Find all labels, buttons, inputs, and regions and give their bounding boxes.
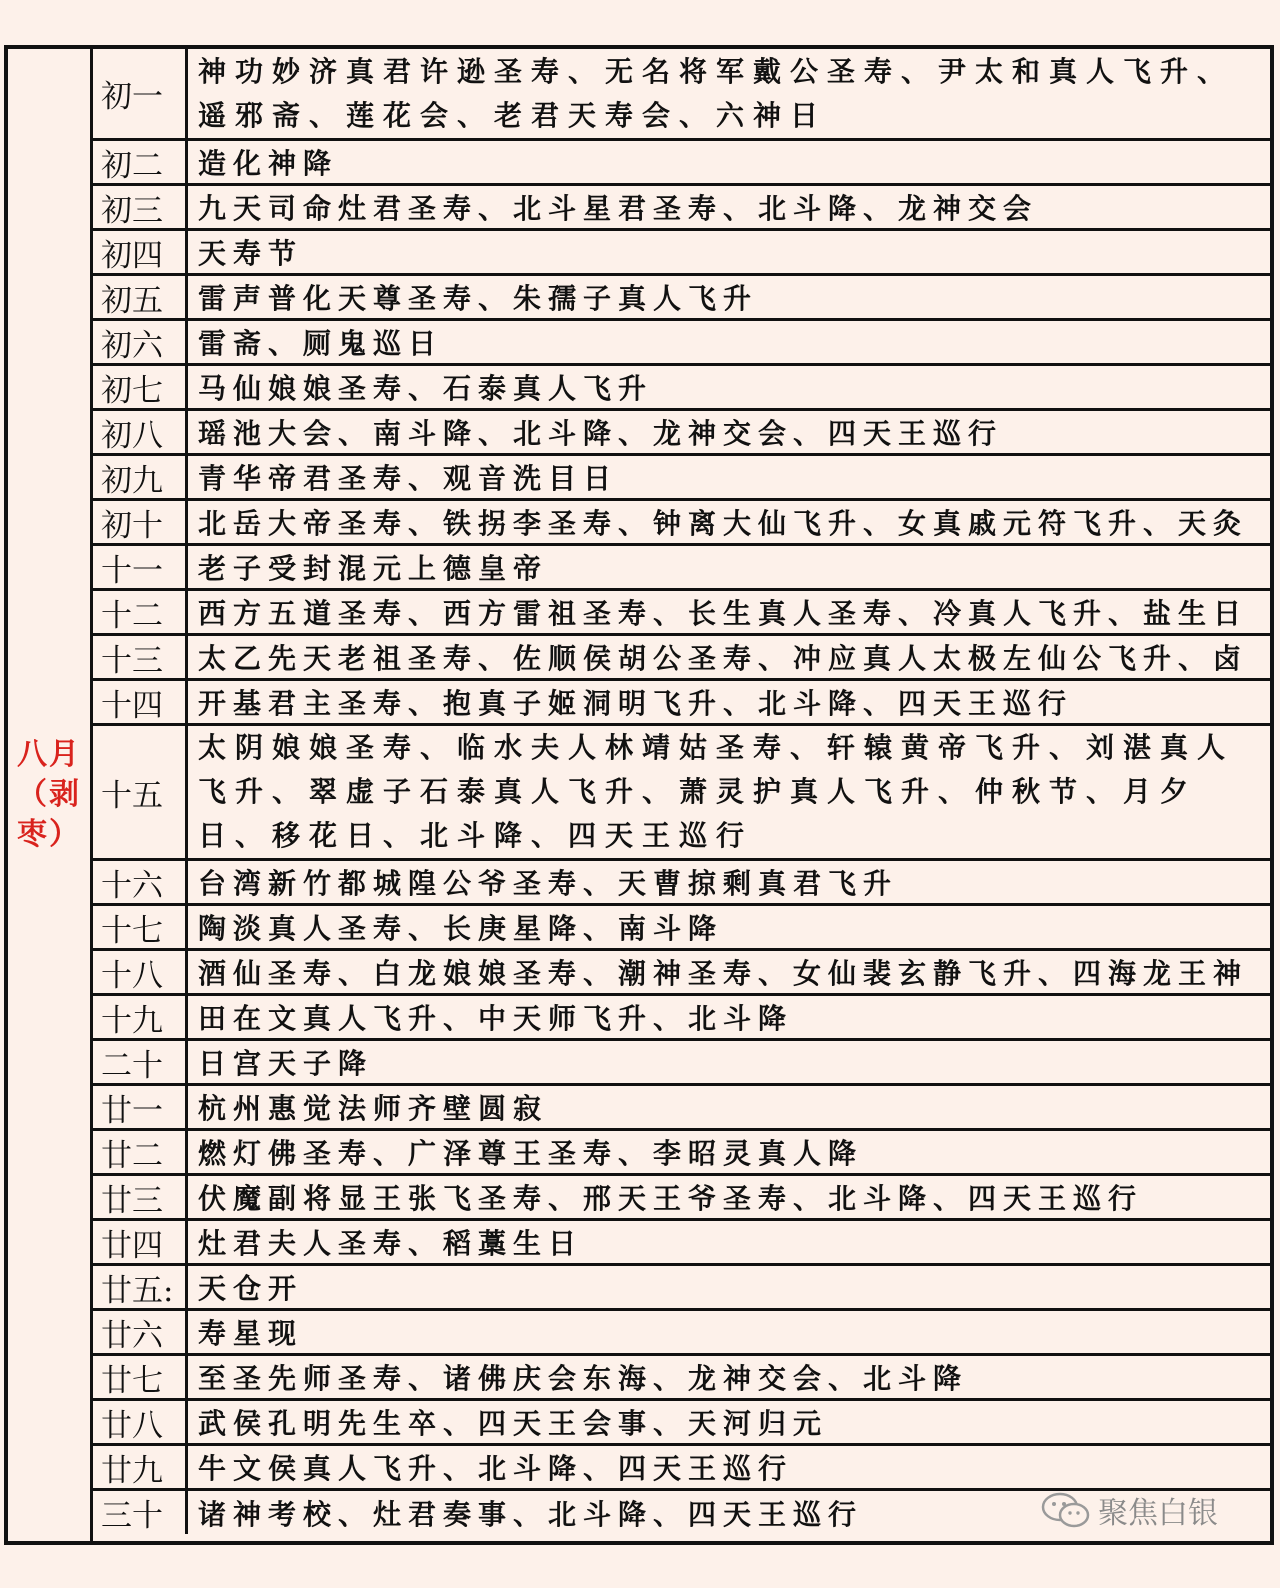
events-cell: 田在文真人飞升、中天师飞升、北斗降 <box>198 1002 794 1035</box>
table-row <box>93 726 1270 861</box>
day-label: 廿八 <box>93 1401 188 1443</box>
events-cell: 西方五道圣寿、西方雷祖圣寿、长生真人圣寿、冷真人飞升、盐生日 <box>198 597 1249 630</box>
day-label: 十九 <box>93 996 188 1038</box>
events-cell: 伏魔副将显王张飞圣寿、邢天王爷圣寿、北斗降、四天王巡行 <box>198 1182 1144 1215</box>
day-label: 廿四 <box>93 1221 188 1263</box>
table-row <box>93 1086 1270 1131</box>
table-row <box>93 1356 1270 1401</box>
day-label: 二十 <box>93 1041 188 1083</box>
table-row <box>93 1041 1270 1086</box>
watermark-text: 聚焦白银 <box>1098 1496 1218 1531</box>
events-cell: 九天司命灶君圣寿、北斗星君圣寿、北斗降、龙神交会 <box>198 192 1039 225</box>
events-cell: 瑶池大会、南斗降、北斗降、龙神交会、四天王巡行 <box>198 417 1004 450</box>
watermark <box>1040 1488 1218 1532</box>
day-label: 十七 <box>93 906 188 948</box>
table-row <box>93 1311 1270 1356</box>
day-label: 十一 <box>93 546 188 588</box>
events-cell: 日宫天子降 <box>198 1047 374 1080</box>
day-label: 初七 <box>93 366 188 408</box>
table-row <box>93 546 1270 591</box>
day-label: 廿五: <box>93 1266 188 1308</box>
table-row <box>93 366 1270 411</box>
events-cell: 太乙先天老祖圣寿、佐顺侯胡公圣寿、冲应真人太极左仙公飞升、卤 <box>198 642 1249 675</box>
events-cell: 开基君主圣寿、抱真子姬洞明飞升、北斗降、四天王巡行 <box>198 687 1074 720</box>
day-label: 初九 <box>93 456 188 498</box>
table-row <box>93 231 1270 276</box>
month-label: 八月（剥枣） <box>17 737 81 852</box>
events-cell: 青华帝君圣寿、观音洗目日 <box>198 462 619 495</box>
table-row <box>93 591 1270 636</box>
table-row <box>93 1221 1270 1266</box>
day-label: 廿九 <box>93 1446 188 1488</box>
table-row <box>93 1176 1270 1221</box>
events-cell: 神功妙济真君许逊圣寿、无名将军戴公圣寿、尹太和真人飞升、遥邪斋、莲花会、老君天寿会、六神日 <box>198 54 1235 132</box>
day-label: 十五 <box>93 726 188 858</box>
day-label: 初八 <box>93 411 188 453</box>
table-row <box>93 1446 1270 1491</box>
day-rows <box>93 49 1270 1541</box>
day-label: 初三 <box>93 186 188 228</box>
events-cell: 雷声普化天尊圣寿、朱孺子真人飞升 <box>198 282 759 315</box>
events-cell: 陶淡真人圣寿、长庚星降、南斗降 <box>198 912 724 945</box>
almanac-table <box>4 45 1274 1545</box>
table-row <box>93 1131 1270 1176</box>
events-cell: 马仙娘娘圣寿、石泰真人飞升 <box>198 372 654 405</box>
events-cell: 牛文侯真人飞升、北斗降、四天王巡行 <box>198 1452 794 1485</box>
events-cell: 诸神考校、灶君奏事、北斗降、四天王巡行 <box>198 1497 864 1531</box>
table-row <box>93 321 1270 366</box>
day-label: 廿七 <box>93 1356 188 1398</box>
table-row <box>93 276 1270 321</box>
table-row <box>93 456 1270 501</box>
events-cell: 寿星现 <box>198 1317 304 1350</box>
table-row <box>93 186 1270 231</box>
day-label: 十六 <box>93 861 188 903</box>
table-row <box>93 141 1270 186</box>
day-label: 初四 <box>93 231 188 273</box>
events-cell: 雷斋、厕鬼巡日 <box>198 327 444 360</box>
events-cell: 天寿节 <box>198 237 304 270</box>
events-cell: 燃灯佛圣寿、广泽尊王圣寿、李昭灵真人降 <box>198 1137 864 1170</box>
table-row <box>93 681 1270 726</box>
month-column <box>8 49 93 1541</box>
day-label: 初一 <box>93 49 188 138</box>
table-row <box>93 411 1270 456</box>
day-label: 初六 <box>93 321 188 363</box>
day-label: 初二 <box>93 141 188 183</box>
events-cell: 酒仙圣寿、白龙娘娘圣寿、潮神圣寿、女仙裴玄静飞升、四海龙王神 <box>198 957 1249 990</box>
events-cell: 太阴娘娘圣寿、临水夫人林靖姑圣寿、轩辕黄帝飞升、刘湛真人飞升、翠虚子石泰真人飞升、萧灵护真人飞升、仲秋节、月夕日、移花日、北斗降、四天王巡行 <box>198 731 1235 852</box>
table-row <box>93 1266 1270 1311</box>
table-row <box>93 636 1270 681</box>
table-row <box>93 951 1270 996</box>
table-row <box>93 1401 1270 1446</box>
events-cell: 北岳大帝圣寿、铁拐李圣寿、钟离大仙飞升、女真戚元符飞升、天灸 <box>198 507 1249 540</box>
events-cell: 杭州惠觉法师齐壁圆寂 <box>198 1092 549 1125</box>
day-label: 廿二 <box>93 1131 188 1173</box>
table-row <box>93 906 1270 951</box>
events-cell: 天仓开 <box>198 1272 304 1305</box>
events-cell: 造化神降 <box>198 147 339 180</box>
events-cell: 台湾新竹都城隍公爷圣寿、天曹掠剩真君飞升 <box>198 867 899 900</box>
table-row <box>93 501 1270 546</box>
day-label: 十八 <box>93 951 188 993</box>
day-label: 廿六 <box>93 1311 188 1353</box>
day-label: 廿三 <box>93 1176 188 1218</box>
table-row <box>93 861 1270 906</box>
wechat-icon <box>1040 1491 1092 1529</box>
events-cell: 灶君夫人圣寿、稻藁生日 <box>198 1227 584 1260</box>
day-label: 十三 <box>93 636 188 678</box>
events-cell: 老子受封混元上德皇帝 <box>198 552 549 585</box>
day-label: 廿一 <box>93 1086 188 1128</box>
day-label: 十二 <box>93 591 188 633</box>
events-cell: 至圣先师圣寿、诸佛庆会东海、龙神交会、北斗降 <box>198 1362 969 1395</box>
table-row <box>93 49 1270 141</box>
day-label: 三十 <box>93 1491 188 1534</box>
day-label: 十四 <box>93 681 188 723</box>
day-label: 初十 <box>93 501 188 543</box>
events-cell: 武侯孔明先生卒、四天王会事、天河归元 <box>198 1407 829 1440</box>
day-label: 初五 <box>93 276 188 318</box>
table-row <box>93 996 1270 1041</box>
